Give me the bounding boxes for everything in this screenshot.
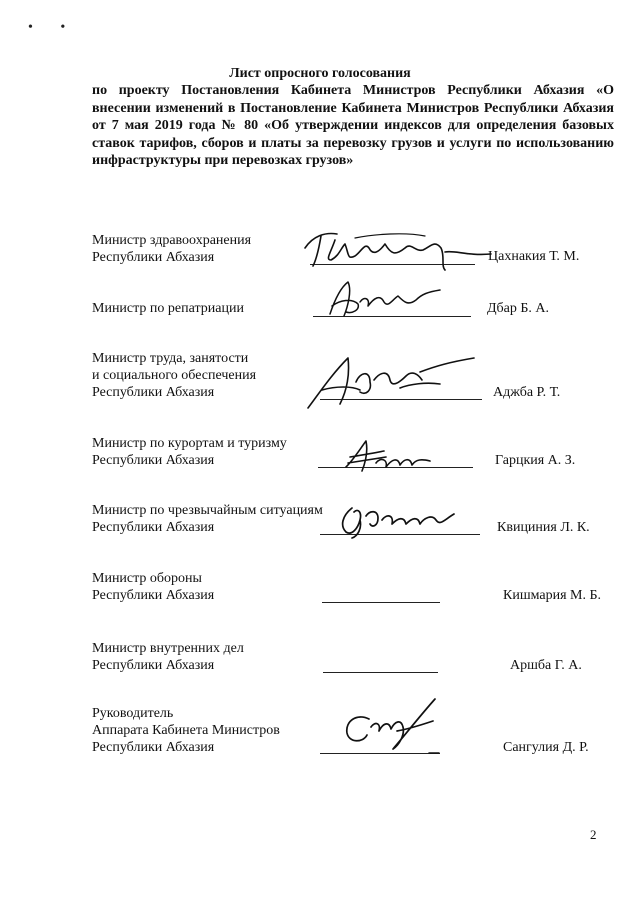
signatory-name: Кишмария М. Б. [503, 588, 602, 603]
signature-mark [332, 502, 462, 540]
signature-mark [295, 226, 495, 274]
document-subject: по проекту Постановления Кабинета Министров Республики Абхазия «О внесении изменений в Постановление Кабинета Министров Республики Абхазия от 7 мая 2019 года № 80 «Об утверждении индексов для определения базовых ставок тарифов, сборов и платы за перевозку грузов и услуги по использованию инфраструктуры при перевозках грузов» [92, 83, 614, 168]
signature-mark [318, 276, 448, 322]
page-number: 2 [590, 827, 597, 842]
signature-mark [340, 437, 440, 477]
signatory-name: Квициния Л. К. [497, 520, 590, 535]
signatory-position: Министр по курортам и туризму Республики Абхазия [92, 436, 287, 468]
signatory-name: Дбар Б. А. [487, 301, 550, 316]
signatory-position: Министр по чрезвычайным ситуациям Республики Абхазия [92, 503, 323, 535]
signatory-position: Министр внутренних дел Республики Абхазия [92, 641, 244, 673]
signature-mark [300, 352, 480, 414]
signatory-name: Гарцкия А. З. [495, 453, 576, 468]
signature-mark [335, 691, 455, 767]
signatory-position: Руководитель Аппарата Кабинета Министров Республики Абхазия [92, 706, 280, 755]
signature-line [323, 672, 438, 673]
signatory-name: Аршба Г. А. [510, 658, 582, 673]
document-title: Лист опросного голосования [229, 66, 411, 81]
signatory-position: Министр по репатриации [92, 301, 244, 316]
signatory-name: Аджба Р. Т. [493, 385, 561, 400]
signature-line [322, 602, 440, 603]
signatory-position: Министр труда, занятости и социального обеспечения Республики Абхазия [92, 351, 257, 400]
signatory-name: Цахнакия Т. М. [488, 249, 580, 264]
signatory-name: Сангулия Д. Р. [503, 740, 589, 755]
signatory-position: Министр здравоохранения Республики Абхазия [92, 233, 252, 265]
header-marks: • • [28, 20, 78, 35]
signatory-position: Министр обороны Республики Абхазия [92, 571, 215, 603]
